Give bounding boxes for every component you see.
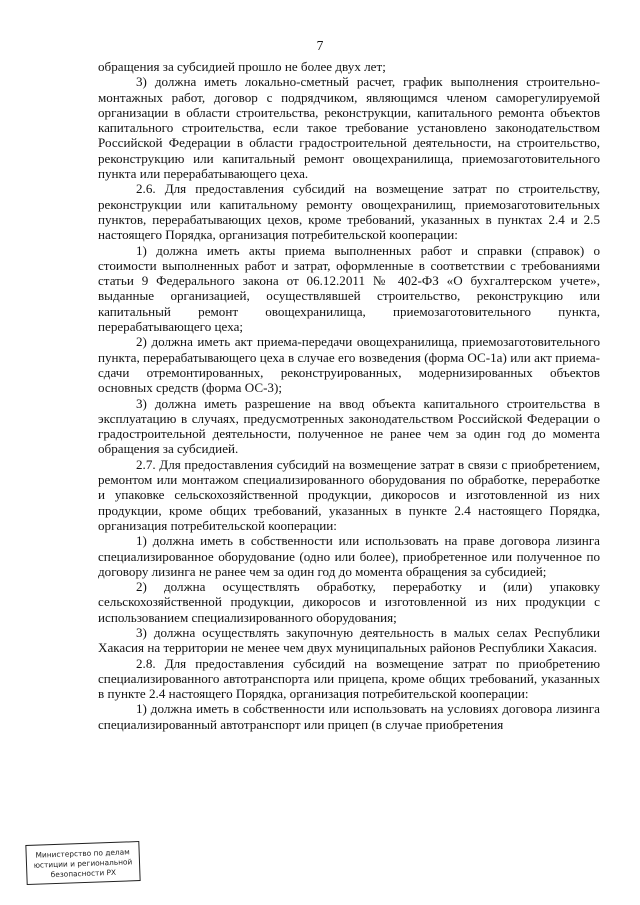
ministry-stamp [25, 841, 140, 885]
paragraph-2-8: 2.8. Для предоставления субсидий на возмещение затрат по приобретению специализированного автотранспорта или прицепа, кроме общих требований, указанных в пункте 2.4 настоящего Порядка, организация потребительской кооперации: [98, 655, 600, 702]
document-body [98, 59, 600, 732]
paragraph-2-7-item-3: 3) должна осуществлять закупочную деятельность в малых селах Республики Хакасия на территории не менее чем двух муниципальных районов Республики Хакасия. [98, 624, 600, 656]
paragraph-2-7: 2.7. Для предоставления субсидий на возмещение затрат в связи с приобретением, ремонтом или монтажом специализированного оборудования по обработке, переработке и упаковке сельскохозяйственной продукции, дикоросов и изготовленной из них продукции, кроме общих требований, указанных в пункте 2.4 настоящего Порядка, организация потребительской кооперации: [98, 456, 600, 533]
paragraph-2-7-item-2: 2) должна осуществлять обработку, переработку и (или) упаковку сельскохозяйственной продукции, дикоросов и изготовленной из них продукции с использованием специализированного оборудования; [98, 579, 600, 625]
paragraph-continuation: обращения за субсидией прошло не более двух лет; [98, 59, 386, 74]
paragraph-2-5-item-3: 3) должна иметь локально-сметный расчет, график выполнения строительно-монтажных работ, договор с подрядчиком, являющимся членом саморегулируемой организации в области строительства, реконструкции, капитального ремонта объектов капитального строительства, если такое требование установлено законодательством Российской Федерации в области градостроительной деятельности, на строительство, реконструкцию или капитальный ремонт овощехранилища, приемозаготовительного пункта или перерабатывающего цеха. [98, 74, 600, 182]
paragraph-2-7-item-1: 1) должна иметь в собственности или использовать на праве договора лизинга специализированное оборудование (одно или более), приобретенное или полученное по договору лизинга не ранее чем за один год до момента обращения за субсидией; [98, 533, 600, 579]
page-number: 7 [316, 38, 324, 53]
stamp-line: Министерство по делам [35, 847, 130, 860]
paragraph-2-8-item-1: 1) должна иметь в собственности или использовать на условиях договора лизинга специализированный автотранспорт или прицеп (в случае приобретения [98, 701, 600, 732]
stamp-line: безопасности РХ [50, 867, 117, 880]
paragraph-2-6-item-3: 3) должна иметь разрешение на ввод объекта капитального строительства в эксплуатацию в случаях, предусмотренных законодательством Российской Федерации о градостроительной деятельности, полученное не ранее чем за один год до момента обращения за субсидией. [98, 395, 600, 457]
paragraph-2-6-item-1: 1) должна иметь акты приема выполненных работ и справки (справок) о стоимости выполненных работ и затрат, оформленные в соответствии с требованиями статьи 9 Федерального закона от 06.12.2011 № 402-ФЗ «О бухгалтерском учете», выданные организацией, осуществлявшей строительство, реконструкцию или капитальный ремонт овощехранилища, приемозаготовительного пункта, перерабатывающего цеха; [98, 242, 600, 335]
stamp-line: юстиции и региональной [33, 857, 133, 870]
paragraph-2-6: 2.6. Для предоставления субсидий на возмещение затрат по строительству, реконструкции или капитальному ремонту овощехранилищ, приемозаготовительных пунктов, перерабатывающих цехов, кроме требований, указанных в пунктах 2.4 и 2.5 настоящего Порядка, организация потребительской кооперации: [98, 181, 600, 243]
paragraph-2-6-item-2: 2) должна иметь акт приема-передачи овощехранилища, приемозаготовительного пункта, перерабатывающего цеха в случае его возведения (форма ОС-1а) или акт приема-сдачи отремонтированных, реконструированных, модернизированных объектов основных средств (форма ОС-3); [98, 334, 600, 396]
